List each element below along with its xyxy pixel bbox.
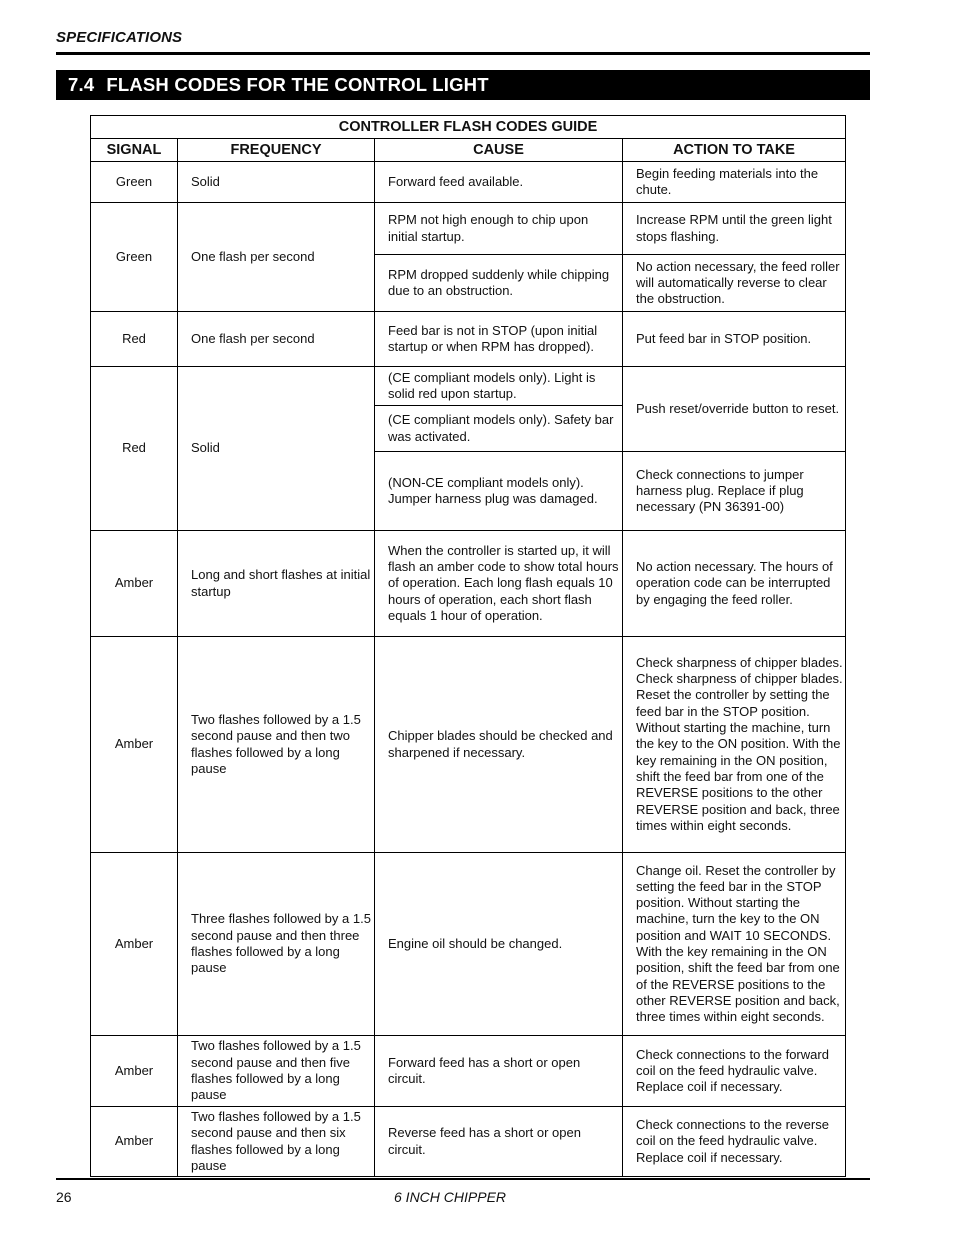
cause-cell: (NON-CE compliant models only). Jumper harness plug was damaged. xyxy=(375,452,623,531)
section-heading xyxy=(56,70,870,100)
table-row xyxy=(91,1036,846,1107)
table-row xyxy=(91,637,846,853)
action-cell: No action necessary. The hours of operation code can be interrupted by engaging the feed roller. xyxy=(623,531,846,637)
flash-codes-table xyxy=(90,115,846,1177)
table-row xyxy=(91,531,846,637)
header-rule xyxy=(56,52,870,55)
signal-cell: Red xyxy=(91,312,178,367)
action-cell: Change oil. Reset the controller by setting the feed bar in the STOP position. Without starting the machine, turn the key to the ON position and WAIT 10 SECONDS. With the key remaining in the ON position, shift the feed bar from one of the REVERSE positions to the other REVERSE position and back, three times within eight seconds. xyxy=(623,853,846,1036)
frequency-cell: Solid xyxy=(178,162,375,203)
action-cell: Check connections to the reverse coil on the feed hydraulic valve. Replace coil if necessary. xyxy=(623,1107,846,1177)
action-cell: Begin feeding materials into the chute. xyxy=(623,162,846,203)
cause-cell: Reverse feed has a short or open circuit. xyxy=(375,1107,623,1177)
frequency-cell: Three flashes followed by a 1.5 second pause and then three flashes followed by a long pause xyxy=(178,853,375,1036)
cause-cell: Forward feed has a short or open circuit. xyxy=(375,1036,623,1107)
frequency-cell: Solid xyxy=(178,367,375,531)
signal-cell: Green xyxy=(91,162,178,203)
cause-cell: Engine oil should be changed. xyxy=(375,853,623,1036)
signal-cell: Amber xyxy=(91,853,178,1036)
signal-cell: Red xyxy=(91,367,178,531)
table-row xyxy=(91,203,846,255)
section-title: FLASH CODES FOR THE CONTROL LIGHT xyxy=(106,74,489,95)
column-header-signal: SIGNAL xyxy=(91,139,178,162)
cause-cell: (CE compliant models only). Light is solid red upon startup. xyxy=(375,367,623,406)
action-cell: No action necessary, the feed roller will automatically reverse to clear the obstruction. xyxy=(623,255,846,312)
action-cell: Put feed bar in STOP position. xyxy=(623,312,846,367)
cause-cell: RPM not high enough to chip upon initial startup. xyxy=(375,203,623,255)
signal-cell: Amber xyxy=(91,637,178,853)
frequency-cell: One flash per second xyxy=(178,312,375,367)
action-cell: Check sharpness of chipper blades. Check sharpness of chipper blades. Reset the controller by setting the feed bar in the STOP position. Without starting the machine, turn the key to the ON position. With the key remaining in the ON position, shift the feed bar from one of the REVERSE positions to the other REVERSE position and back, three times within eight seconds. xyxy=(623,637,846,853)
document-title: 6 INCH CHIPPER xyxy=(394,1189,507,1205)
table-row xyxy=(91,1107,846,1177)
table-header-row xyxy=(91,139,846,162)
cause-cell: Feed bar is not in STOP (upon initial startup or when RPM has dropped). xyxy=(375,312,623,367)
cause-cell: Forward feed available. xyxy=(375,162,623,203)
frequency-cell: One flash per second xyxy=(178,203,375,312)
table-row xyxy=(91,162,846,203)
signal-cell: Amber xyxy=(91,531,178,637)
cause-cell: When the controller is started up, it will flash an amber code to show total hours of operation. Each long flash equals 10 hours of operation, each short flash equals 1 hour of operation. xyxy=(375,531,623,637)
action-cell: Increase RPM until the green light stops flashing. xyxy=(623,203,846,255)
cause-cell: (CE compliant models only). Safety bar was activated. xyxy=(375,406,623,452)
signal-cell: Amber xyxy=(91,1107,178,1177)
table-title: CONTROLLER FLASH CODES GUIDE xyxy=(91,116,846,139)
running-header: SPECIFICATIONS xyxy=(56,29,183,46)
section-number: 7.4 xyxy=(68,74,95,95)
frequency-cell: Two flashes followed by a 1.5 second pause and then six flashes followed by a long pause xyxy=(178,1107,375,1177)
signal-cell: Green xyxy=(91,203,178,312)
table-row xyxy=(91,367,846,406)
action-cell: Check connections to jumper harness plug. Replace if plug necessary (PN 36391-00) xyxy=(623,452,846,531)
cause-cell: Chipper blades should be checked and sharpened if necessary. xyxy=(375,637,623,853)
table-row xyxy=(91,853,846,1036)
page-number: 26 xyxy=(56,1189,72,1205)
action-cell: Push reset/override button to reset. xyxy=(623,367,846,452)
column-header-frequency: FREQUENCY xyxy=(178,139,375,162)
column-header-cause: CAUSE xyxy=(375,139,623,162)
column-header-action: ACTION TO TAKE xyxy=(623,139,846,162)
cause-cell: RPM dropped suddenly while chipping due to an obstruction. xyxy=(375,255,623,312)
signal-cell: Amber xyxy=(91,1036,178,1107)
frequency-cell: Long and short flashes at initial startup xyxy=(178,531,375,637)
action-cell: Check connections to the forward coil on the feed hydraulic valve. Replace coil if necessary. xyxy=(623,1036,846,1107)
table-row xyxy=(91,312,846,367)
frequency-cell: Two flashes followed by a 1.5 second pause and then two flashes followed by a long pause xyxy=(178,637,375,853)
footer-rule xyxy=(56,1178,870,1180)
frequency-cell: Two flashes followed by a 1.5 second pause and then five flashes followed by a long pause xyxy=(178,1036,375,1107)
